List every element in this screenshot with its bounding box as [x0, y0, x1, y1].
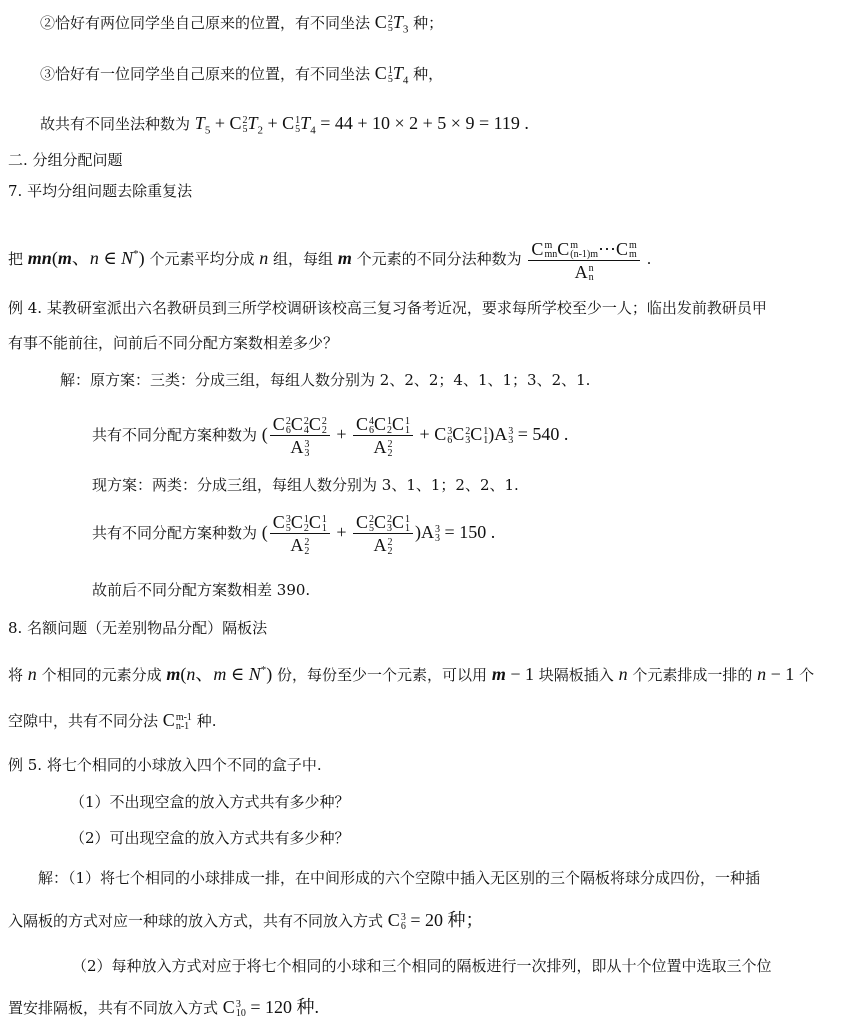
formula: n — [27, 664, 37, 684]
formula: ( C 3 5 C 1 2 C 1 1 A 2 2 + C 2 5 C 2 3 C 1 1 A 2 2 )A 3 3 = 150 . — [261, 512, 496, 558]
formula: C 3 10 = 120 种. — [222, 997, 319, 1019]
formula: n — [618, 664, 628, 684]
line-text: ②恰好有两位同学坐自己原来的位置，有不同坐法 — [40, 14, 371, 32]
formula: C 3 6 = 20 种； — [387, 910, 484, 932]
line-text: 组，每组 — [273, 250, 334, 268]
formula-result: = 20 种； — [410, 910, 484, 930]
formula-result: = 120 种. — [250, 997, 319, 1017]
formula: m(n、m ∈ N*) — [166, 664, 273, 684]
fraction: C m mn C m (n-1)m ⋯C m m A n n — [528, 238, 639, 283]
line-text: 置安排隔板，共有不同放入方式 — [8, 999, 219, 1017]
solution-line: 解：（1）将七个相同的小球排成一排，在中间形成的六个空隙中插入无区别的三个隔板将球分成四份，一种插 — [38, 869, 761, 887]
example-line: 例 5. 将七个相同的小球放入四个不同的盒子中. — [8, 756, 322, 774]
text-line — [40, 63, 443, 91]
section-heading: 二. 分组分配问题 — [8, 151, 123, 169]
line-text: 把 — [8, 250, 24, 268]
line-text: 个元素排成一排的 — [632, 666, 753, 684]
line-text: 空隙中，共有不同分法 — [8, 712, 159, 730]
formula: m − 1 — [491, 664, 534, 684]
formula: $T_5 + C$ 2 5 $T_2 + C$ 1 5 $T_4 = 44 + 10 \times 2 + 5 \times 9 = 119$ . — [194, 113, 529, 137]
formula-result: = 540 . — [517, 424, 569, 444]
question-line: （1）不出现空盒的放入方式共有多少种？ — [70, 793, 350, 811]
formula: C m-1 n-1 — [162, 710, 192, 732]
formula-result: = 44 + 10 × 2 + 5 × 9 = 119 . — [320, 113, 529, 133]
subsection-heading: 8. 名额问题（无差别物品分配）隔板法 — [8, 619, 268, 637]
text-line — [40, 12, 443, 40]
line-text: 共有不同分配方案种数为 — [92, 426, 258, 444]
line-text: 个元素的不同分法种数为 — [356, 250, 522, 268]
line-text: 入隔板的方式对应一种球的放入方式，共有不同放入方式 — [8, 912, 384, 930]
formula-line — [92, 508, 495, 557]
line-text: 块隔板插入 — [538, 666, 614, 684]
text-line — [40, 113, 529, 141]
text-line — [8, 660, 814, 685]
line-text: 个相同的元素分成 — [41, 666, 162, 684]
example-line: 例 4. 某教研室派出六名教研员到三所学校调研该校高三复习备考近况，要求每所学校至少一人；临出发前教研员甲 — [8, 299, 767, 317]
formula-line — [92, 410, 568, 459]
formula: mn(m、n ∈ N*) — [27, 248, 145, 268]
line-text: 种. — [196, 712, 217, 730]
line-text: 将 — [8, 666, 24, 684]
line-text: 种， — [413, 65, 444, 83]
text-line — [8, 710, 216, 731]
line-text: 个元素平均分成 — [149, 250, 255, 268]
subsection-heading: 7. 平均分组问题去除重复法 — [8, 182, 193, 200]
question-line: （2）可出现空盒的放入方式共有多少种？ — [70, 829, 350, 847]
solution-line — [8, 910, 483, 931]
example-line: 有事不能前往，问前后不同分配方案数相差多少？ — [8, 334, 339, 352]
text-line: 把 mn(m、n ∈ N*) 个元素平均分成 n 组，每组 m 个元素的不同分法种数为 C m mn C m (n-1)m ⋯C m m A n n . — [8, 238, 652, 284]
formula: n — [259, 248, 269, 268]
solution-line: 解：原方案：三类：分成三组，每组人数分别为 2、2、2；4、1、1；3、2、1. — [60, 371, 591, 389]
formula: n − 1 — [757, 664, 795, 684]
formula: C 1 5 $T_4$ — [374, 63, 409, 87]
text-line: 现方案：两类：分成三组，每组人数分别为 3、1、1；2、2、1. — [92, 476, 519, 494]
line-text: 个 — [799, 666, 815, 684]
line-text: 共有不同分配方案种数为 — [92, 524, 258, 542]
text-line: 故前后不同分配方案数相差 390. — [92, 581, 311, 599]
line-text: 份，每份至少一个元素，可以用 — [277, 666, 488, 684]
line-text: ③恰好有一位同学坐自己原来的位置，有不同坐法 — [40, 65, 371, 83]
solution-line: （2）每种放入方式对应于将七个相同的小球和三个相同的隔板进行一次排列，即从十个位置中选取三个位 — [72, 957, 772, 975]
line-text: 种； — [413, 14, 444, 32]
formula: m — [337, 248, 352, 268]
formula-result: = 150 . — [444, 522, 496, 542]
formula: C 2 5 $T_3$ — [374, 12, 409, 36]
line-text: 故共有不同坐法种数为 — [40, 115, 191, 133]
solution-line — [8, 997, 319, 1018]
formula: ( C 2 6 C 2 4 C 2 2 A 3 3 + C 4 6 C 1 2 C 1 1 A 2 2 + C 3 6 C 2 3 C 1 1 )A 3 3 = 540 . — [261, 414, 569, 460]
